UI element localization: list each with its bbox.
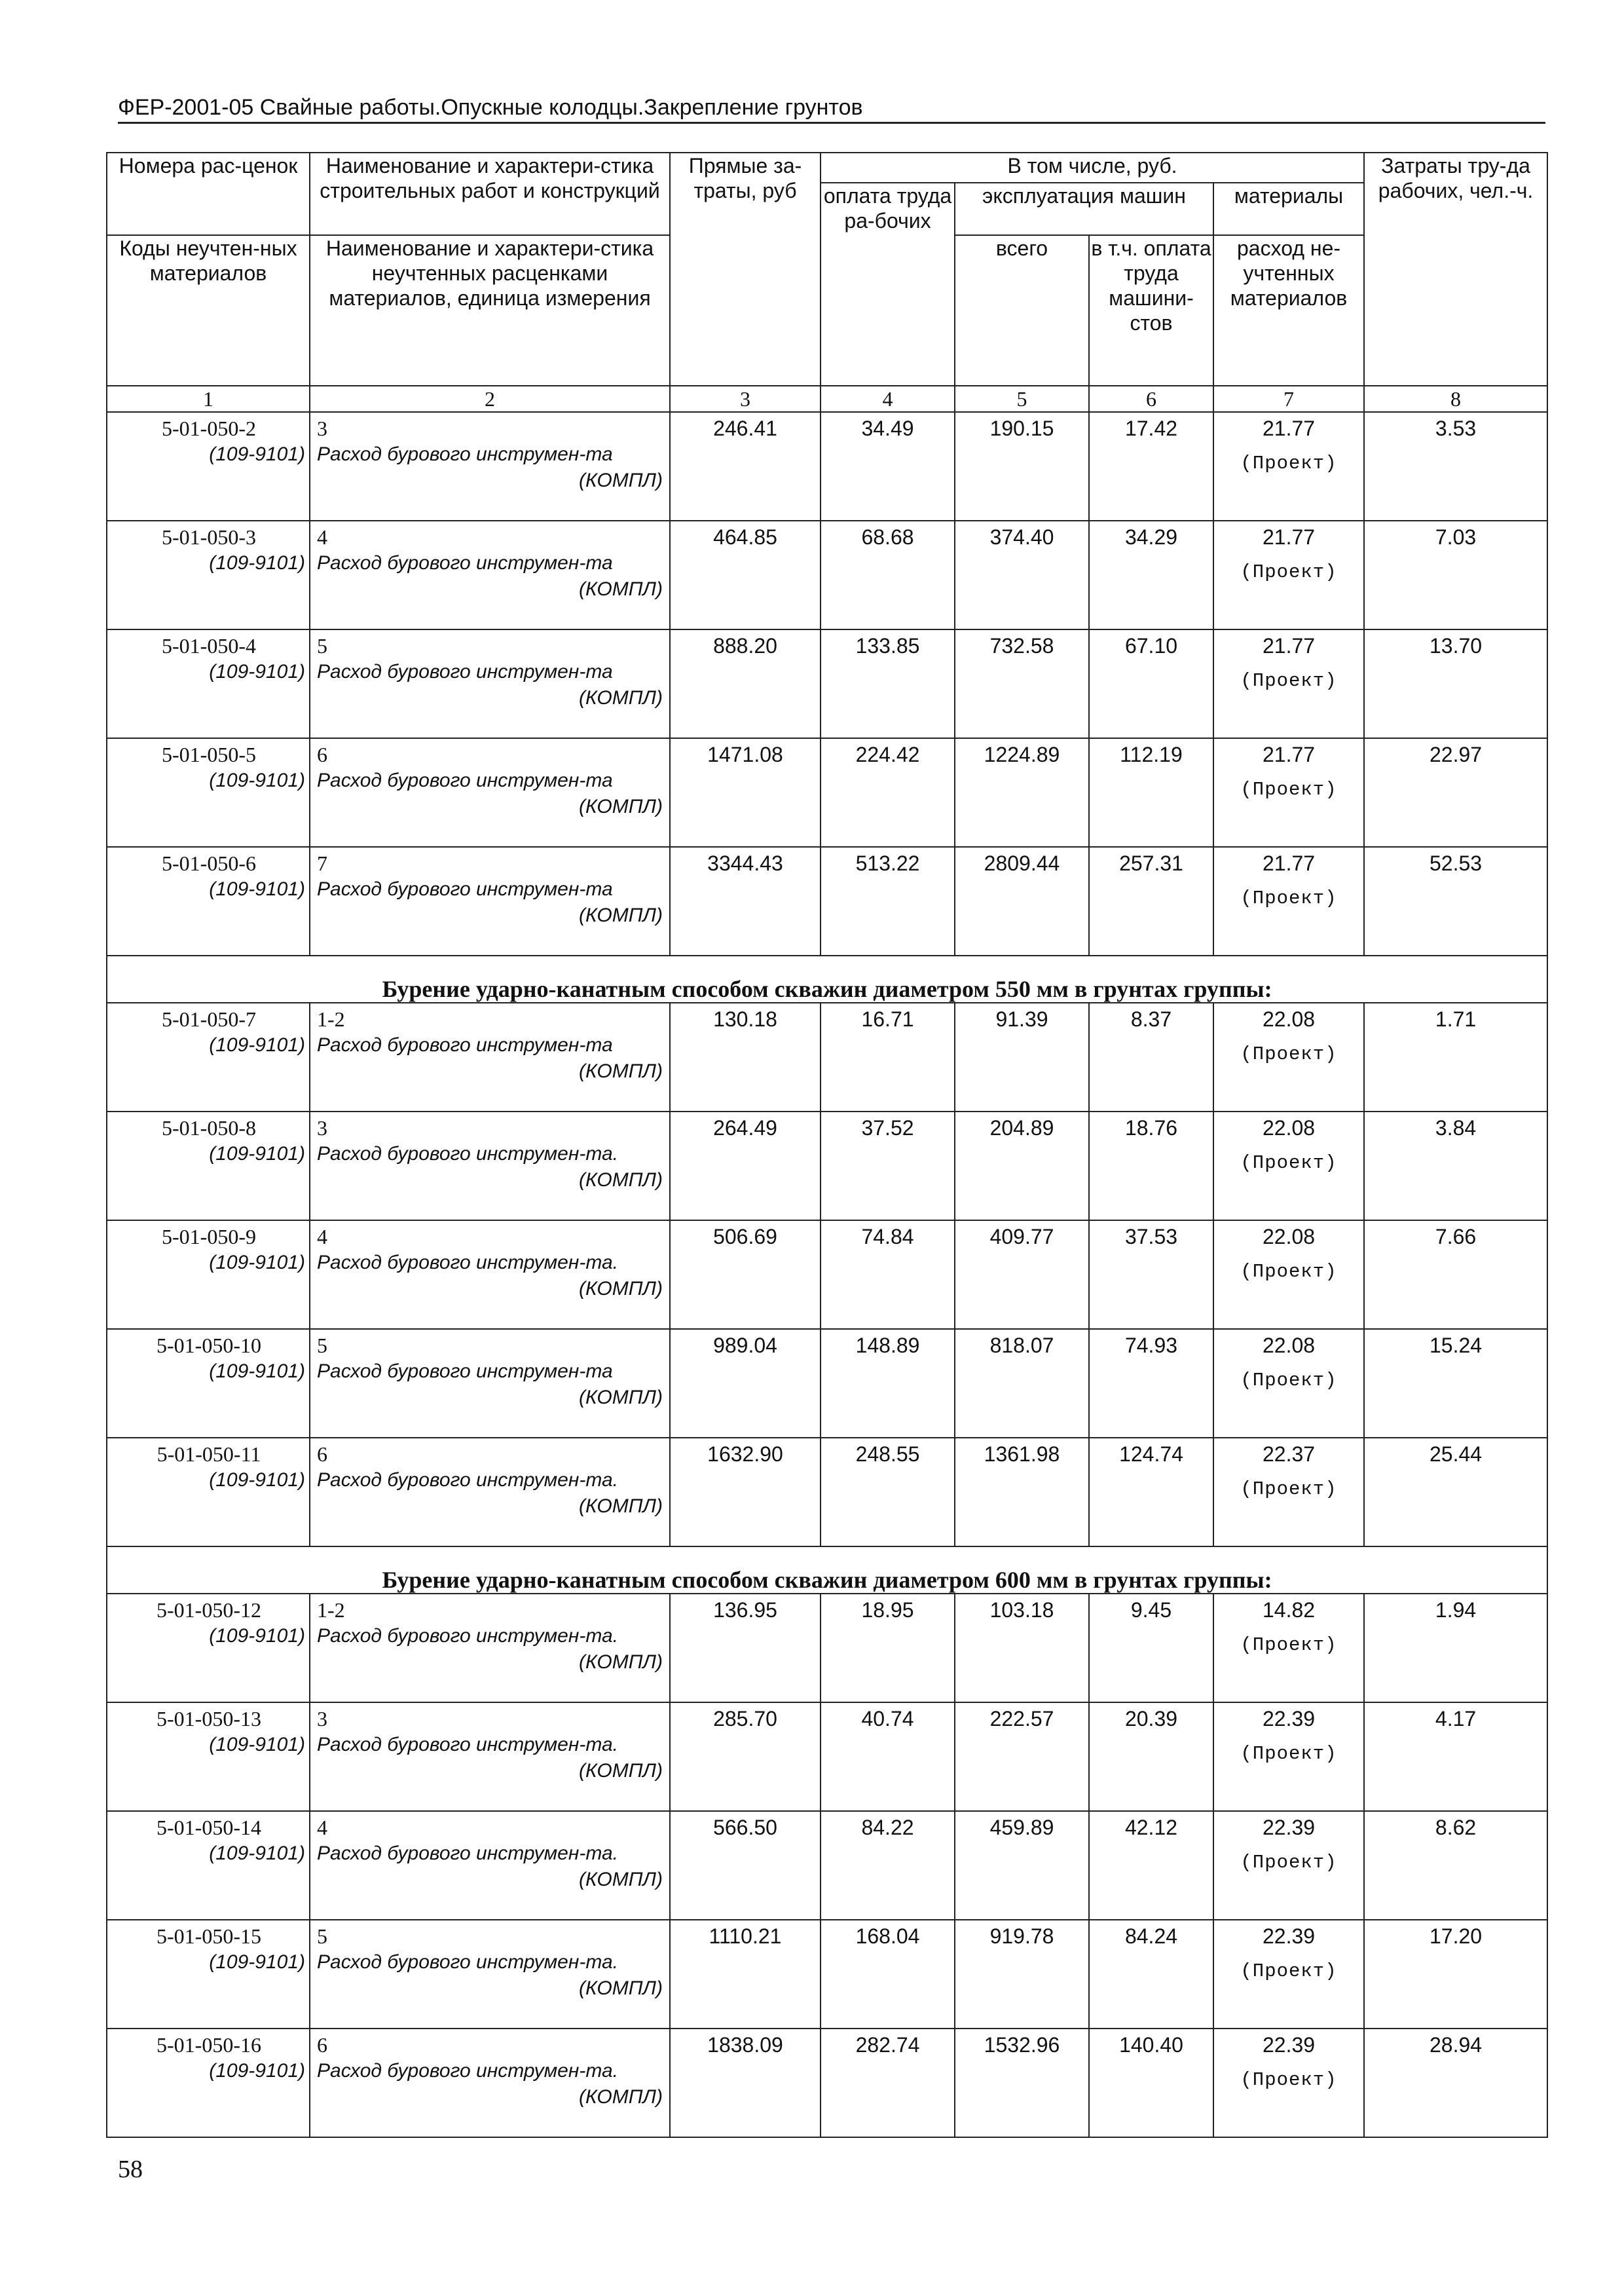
- worker-pay: 224.42: [821, 738, 955, 847]
- material-unit: (КОМПЛ): [579, 470, 663, 491]
- material-consumption: 22.39: [1262, 1924, 1316, 1948]
- rate-code: 5-01-050-9: [162, 1225, 256, 1248]
- worker-pay: 84.22: [821, 1811, 955, 1920]
- soil-group: 1-2: [317, 1007, 345, 1031]
- labor-hours: 28.94: [1364, 2029, 1547, 2137]
- rate-code-cell: [107, 1329, 310, 1438]
- material-note: (Проект): [1240, 1743, 1337, 1765]
- machinist-pay: 124.74: [1089, 1438, 1213, 1546]
- soil-group: 5: [317, 1924, 327, 1948]
- material-note: (Проект): [1240, 888, 1337, 909]
- material-code: (109-9101): [209, 2060, 305, 2082]
- machinist-pay: 37.53: [1089, 1220, 1213, 1329]
- materials-cell: [1213, 1220, 1364, 1329]
- machinist-pay: 34.29: [1089, 521, 1213, 629]
- material-unit: (КОМПЛ): [579, 796, 663, 817]
- machinist-pay: 84.24: [1089, 1920, 1213, 2029]
- header-row-1: [107, 153, 1547, 183]
- worker-pay: 37.52: [821, 1112, 955, 1220]
- machine-total: 374.40: [955, 521, 1089, 629]
- rate-code-cell: [107, 629, 310, 738]
- materials-cell: [1213, 521, 1364, 629]
- material-consumption: 22.08: [1262, 1225, 1316, 1248]
- description-cell: [310, 521, 670, 629]
- material-description: Расход бурового инструмен-та: [317, 661, 613, 683]
- machine-total: 818.07: [955, 1329, 1089, 1438]
- materials-cell: [1213, 412, 1364, 521]
- rate-code: 5-01-050-13: [157, 1707, 261, 1730]
- material-code: (109-9101): [209, 552, 305, 574]
- material-code: (109-9101): [209, 1143, 305, 1165]
- soil-group: 6: [317, 1442, 327, 1466]
- machine-total: 103.18: [955, 1594, 1089, 1702]
- soil-group: 5: [317, 1334, 327, 1357]
- rate-code-cell: [107, 1594, 310, 1702]
- labor-hours: 22.97: [1364, 738, 1547, 847]
- machine-total: 459.89: [955, 1811, 1089, 1920]
- material-unit: (КОМПЛ): [579, 1495, 663, 1517]
- description-cell: [310, 847, 670, 956]
- rate-code: 5-01-050-10: [157, 1334, 261, 1357]
- description-cell: [310, 1438, 670, 1546]
- column-number: 2: [310, 386, 670, 412]
- header-direct-costs: Прямые за-траты, руб: [670, 153, 821, 386]
- material-consumption: 22.08: [1262, 1007, 1316, 1031]
- material-description: Расход бурового инструмен-та: [317, 552, 613, 574]
- rate-code: 5-01-050-14: [157, 1816, 261, 1839]
- material-code: (109-9101): [209, 1034, 305, 1056]
- group-heading-row: [107, 956, 1547, 1003]
- materials-cell: [1213, 1329, 1364, 1438]
- material-code: (109-9101): [209, 1625, 305, 1647]
- soil-group: 3: [317, 417, 327, 440]
- material-unit: (КОМПЛ): [579, 905, 663, 926]
- labor-hours: 3.84: [1364, 1112, 1547, 1220]
- direct-costs: 464.85: [670, 521, 821, 629]
- labor-hours: 7.66: [1364, 1220, 1547, 1329]
- materials-cell: [1213, 847, 1364, 956]
- direct-costs: 506.69: [670, 1220, 821, 1329]
- material-unit: (КОМПЛ): [579, 2086, 663, 2108]
- material-description: Расход бурового инструмен-та.: [317, 1469, 619, 1491]
- table-row: [107, 1003, 1547, 1112]
- description-cell: [310, 1920, 670, 2029]
- header-material-codes: Коды неучтен-ных материалов: [107, 235, 310, 386]
- material-description: Расход бурового инструмен-та.: [317, 1951, 619, 1973]
- column-number: 4: [821, 386, 955, 412]
- materials-cell: [1213, 2029, 1364, 2137]
- machinist-pay: 20.39: [1089, 1702, 1213, 1811]
- header-rate-numbers: Номера рас-ценок: [107, 153, 310, 235]
- material-description: Расход бурового инструмен-та: [317, 443, 613, 465]
- worker-pay: 18.95: [821, 1594, 955, 1702]
- material-code: (109-9101): [209, 770, 305, 791]
- material-code: (109-9101): [209, 1951, 305, 1973]
- direct-costs: 264.49: [670, 1112, 821, 1220]
- machine-total: 1532.96: [955, 2029, 1089, 2137]
- header-machinist-pay: в т.ч. оплата труда машини-стов: [1089, 235, 1213, 386]
- material-description: Расход бурового инструмен-та.: [317, 1252, 619, 1273]
- labor-hours: 15.24: [1364, 1329, 1547, 1438]
- material-consumption: 21.77: [1262, 634, 1316, 658]
- table-row: [107, 2029, 1547, 2137]
- machinist-pay: 112.19: [1089, 738, 1213, 847]
- machinist-pay: 67.10: [1089, 629, 1213, 738]
- table-row: [107, 1220, 1547, 1329]
- material-consumption: 21.77: [1262, 525, 1316, 549]
- material-description: Расход бурового инструмен-та.: [317, 2060, 619, 2082]
- material-consumption: 22.37: [1262, 1442, 1316, 1466]
- rate-code-cell: [107, 1702, 310, 1811]
- page-header: ФЕР-2001-05 Свайные работы.Опускные колодцы.Закрепление грунтов: [118, 93, 1545, 124]
- material-code: (109-9101): [209, 443, 305, 465]
- rate-code-cell: [107, 521, 310, 629]
- materials-cell: [1213, 738, 1364, 847]
- material-note: (Проект): [1240, 1370, 1337, 1391]
- column-number: 1: [107, 386, 310, 412]
- material-note: (Проект): [1240, 670, 1337, 692]
- soil-group: 3: [317, 1116, 327, 1140]
- rate-code-cell: [107, 738, 310, 847]
- material-note: (Проект): [1240, 2069, 1337, 2091]
- table-row: [107, 738, 1547, 847]
- material-note: (Проект): [1240, 779, 1337, 800]
- rate-code-cell: [107, 1811, 310, 1920]
- machine-total: 409.77: [955, 1220, 1089, 1329]
- material-code: (109-9101): [209, 1469, 305, 1491]
- column-number: 7: [1213, 386, 1364, 412]
- material-unit: (КОМПЛ): [579, 687, 663, 709]
- machine-total: 222.57: [955, 1702, 1089, 1811]
- table-row: [107, 847, 1547, 956]
- table-row: [107, 1811, 1547, 1920]
- material-code: (109-9101): [209, 1252, 305, 1273]
- worker-pay: 282.74: [821, 2029, 955, 2137]
- soil-group: 3: [317, 1707, 327, 1730]
- material-code: (109-9101): [209, 878, 305, 900]
- material-consumption: 21.77: [1262, 851, 1316, 875]
- header-machine-operation: эксплуатация машин: [955, 183, 1213, 235]
- header-labor-hours: Затраты тру-да рабочих, чел.-ч.: [1364, 153, 1547, 386]
- worker-pay: 34.49: [821, 412, 955, 521]
- header-materials: материалы: [1213, 183, 1364, 235]
- rates-table: [106, 152, 1548, 2138]
- material-description: Расход бурового инструмен-та.: [317, 1842, 619, 1864]
- materials-cell: [1213, 1594, 1364, 1702]
- worker-pay: 513.22: [821, 847, 955, 956]
- worker-pay: 40.74: [821, 1702, 955, 1811]
- material-consumption: 21.77: [1262, 743, 1316, 766]
- machinist-pay: 140.40: [1089, 2029, 1213, 2137]
- worker-pay: 133.85: [821, 629, 955, 738]
- rate-code-cell: [107, 1112, 310, 1220]
- machinist-pay: 42.12: [1089, 1811, 1213, 1920]
- rate-code-cell: [107, 1920, 310, 2029]
- worker-pay: 68.68: [821, 521, 955, 629]
- rate-code-cell: [107, 412, 310, 521]
- column-numbers-row: [107, 386, 1547, 412]
- rate-code: 5-01-050-4: [162, 634, 256, 658]
- labor-hours: 4.17: [1364, 1702, 1547, 1811]
- rate-code: 5-01-050-12: [157, 1598, 261, 1622]
- direct-costs: 130.18: [670, 1003, 821, 1112]
- material-consumption: 22.39: [1262, 2033, 1316, 2057]
- rate-code-cell: [107, 1438, 310, 1546]
- materials-cell: [1213, 1920, 1364, 2029]
- material-unit: (КОМПЛ): [579, 1651, 663, 1673]
- table-row: [107, 521, 1547, 629]
- rate-code-cell: [107, 1003, 310, 1112]
- material-code: (109-9101): [209, 1360, 305, 1382]
- soil-group: 6: [317, 743, 327, 766]
- material-code: (109-9101): [209, 661, 305, 683]
- material-note: (Проект): [1240, 1261, 1337, 1282]
- machine-total: 2809.44: [955, 847, 1089, 956]
- material-unit: (КОМПЛ): [579, 578, 663, 600]
- material-note: (Проект): [1240, 453, 1337, 474]
- header-material-name: Наименование и характери-стика неучтенных расценками материалов, единица измерения: [310, 235, 670, 386]
- materials-cell: [1213, 1702, 1364, 1811]
- labor-hours: 3.53: [1364, 412, 1547, 521]
- labor-hours: 7.03: [1364, 521, 1547, 629]
- machinist-pay: 8.37: [1089, 1003, 1213, 1112]
- rate-code-cell: [107, 847, 310, 956]
- rate-code: 5-01-050-8: [162, 1116, 256, 1140]
- soil-group: 4: [317, 525, 327, 549]
- worker-pay: 168.04: [821, 1920, 955, 2029]
- soil-group: 7: [317, 851, 327, 875]
- description-cell: [310, 1220, 670, 1329]
- worker-pay: 148.89: [821, 1329, 955, 1438]
- material-consumption: 22.39: [1262, 1707, 1316, 1730]
- description-cell: [310, 1329, 670, 1438]
- labor-hours: 1.94: [1364, 1594, 1547, 1702]
- material-note: (Проект): [1240, 1852, 1337, 1873]
- material-description: Расход бурового инструмен-та: [317, 770, 613, 791]
- labor-hours: 8.62: [1364, 1811, 1547, 1920]
- rate-code: 5-01-050-16: [157, 2033, 261, 2057]
- material-consumption: 14.82: [1262, 1598, 1316, 1622]
- table-row: [107, 629, 1547, 738]
- table-row: [107, 1702, 1547, 1811]
- material-unit: (КОМПЛ): [579, 1760, 663, 1782]
- materials-cell: [1213, 1811, 1364, 1920]
- material-note: (Проект): [1240, 561, 1337, 583]
- material-unit: (КОМПЛ): [579, 1278, 663, 1300]
- material-note: (Проект): [1240, 1152, 1337, 1174]
- materials-cell: [1213, 1438, 1364, 1546]
- rate-code: 5-01-050-2: [162, 417, 256, 440]
- direct-costs: 136.95: [670, 1594, 821, 1702]
- material-unit: (КОМПЛ): [579, 1387, 663, 1408]
- soil-group: 4: [317, 1225, 327, 1248]
- machine-total: 91.39: [955, 1003, 1089, 1112]
- machine-total: 1224.89: [955, 738, 1089, 847]
- worker-pay: 74.84: [821, 1220, 955, 1329]
- direct-costs: 3344.43: [670, 847, 821, 956]
- labor-hours: 52.53: [1364, 847, 1547, 956]
- labor-hours: 25.44: [1364, 1438, 1547, 1546]
- column-number: 5: [955, 386, 1089, 412]
- material-description: Расход бурового инструмен-та.: [317, 1625, 619, 1647]
- material-note: (Проект): [1240, 1634, 1337, 1656]
- direct-costs: 246.41: [670, 412, 821, 521]
- worker-pay: 16.71: [821, 1003, 955, 1112]
- description-cell: [310, 1003, 670, 1112]
- rate-code: 5-01-050-11: [157, 1442, 261, 1466]
- labor-hours: 17.20: [1364, 1920, 1547, 2029]
- rate-code-cell: [107, 2029, 310, 2137]
- direct-costs: 888.20: [670, 629, 821, 738]
- table-row: [107, 1438, 1547, 1546]
- machine-total: 1361.98: [955, 1438, 1089, 1546]
- materials-cell: [1213, 1003, 1364, 1112]
- direct-costs: 1838.09: [670, 2029, 821, 2137]
- header-work-name: Наименование и характери-стика строительных работ и конструкций: [310, 153, 670, 235]
- machine-total: 919.78: [955, 1920, 1089, 2029]
- rate-code-cell: [107, 1220, 310, 1329]
- material-consumption: 21.77: [1262, 417, 1316, 440]
- description-cell: [310, 1594, 670, 1702]
- materials-cell: [1213, 629, 1364, 738]
- material-description: Расход бурового инструмен-та.: [317, 1143, 619, 1165]
- rate-code: 5-01-050-7: [162, 1007, 256, 1031]
- material-note: (Проект): [1240, 1960, 1337, 1982]
- header-machine-total: всего: [955, 235, 1089, 386]
- direct-costs: 566.50: [670, 1811, 821, 1920]
- table-row: [107, 1329, 1547, 1438]
- machinist-pay: 9.45: [1089, 1594, 1213, 1702]
- material-unit: (КОМПЛ): [579, 1060, 663, 1082]
- direct-costs: 989.04: [670, 1329, 821, 1438]
- page-number: 58: [118, 2156, 143, 2183]
- soil-group: 5: [317, 634, 327, 658]
- material-description: Расход бурового инструмен-та: [317, 878, 613, 900]
- rate-code: 5-01-050-3: [162, 525, 256, 549]
- material-unit: (КОМПЛ): [579, 1869, 663, 1890]
- labor-hours: 13.70: [1364, 629, 1547, 738]
- soil-group: 4: [317, 1816, 327, 1839]
- rate-code: 5-01-050-6: [162, 851, 256, 875]
- group-heading-row: [107, 1546, 1547, 1594]
- material-description: Расход бурового инструмен-та: [317, 1360, 613, 1382]
- machinist-pay: 74.93: [1089, 1329, 1213, 1438]
- rate-code: 5-01-050-15: [157, 1924, 261, 1948]
- material-consumption: 22.08: [1262, 1334, 1316, 1357]
- material-description: Расход бурового инструмен-та: [317, 1034, 613, 1056]
- machine-total: 190.15: [955, 412, 1089, 521]
- description-cell: [310, 412, 670, 521]
- table-row: [107, 412, 1547, 521]
- direct-costs: 1471.08: [670, 738, 821, 847]
- table-row: [107, 1112, 1547, 1220]
- material-code: (109-9101): [209, 1842, 305, 1864]
- direct-costs: 285.70: [670, 1702, 821, 1811]
- description-cell: [310, 1112, 670, 1220]
- description-cell: [310, 738, 670, 847]
- material-consumption: 22.08: [1262, 1116, 1316, 1140]
- table-row: [107, 1920, 1547, 2029]
- material-note: (Проект): [1240, 1478, 1337, 1500]
- material-description: Расход бурового инструмен-та.: [317, 1734, 619, 1755]
- group-heading: Бурение ударно-канатным способом скважин диаметром 550 мм в грунтах группы:: [107, 956, 1547, 1003]
- description-cell: [310, 2029, 670, 2137]
- machine-total: 732.58: [955, 629, 1089, 738]
- material-consumption: 22.39: [1262, 1816, 1316, 1839]
- column-number: 3: [670, 386, 821, 412]
- materials-cell: [1213, 1112, 1364, 1220]
- header-unaccounted-materials: расход не-учтенных материалов: [1213, 235, 1364, 386]
- material-code: (109-9101): [209, 1734, 305, 1755]
- machine-total: 204.89: [955, 1112, 1089, 1220]
- column-number: 8: [1364, 386, 1547, 412]
- description-cell: [310, 629, 670, 738]
- direct-costs: 1110.21: [670, 1920, 821, 2029]
- machinist-pay: 257.31: [1089, 847, 1213, 956]
- machinist-pay: 17.42: [1089, 412, 1213, 521]
- machinist-pay: 18.76: [1089, 1112, 1213, 1220]
- labor-hours: 1.71: [1364, 1003, 1547, 1112]
- rate-code: 5-01-050-5: [162, 743, 256, 766]
- description-cell: [310, 1811, 670, 1920]
- table-row: [107, 1594, 1547, 1702]
- group-heading: Бурение ударно-канатным способом скважин диаметром 600 мм в грунтах группы:: [107, 1546, 1547, 1594]
- soil-group: 6: [317, 2033, 327, 2057]
- material-unit: (КОМПЛ): [579, 1169, 663, 1191]
- header-worker-pay: оплата труда ра-бочих: [821, 183, 955, 386]
- description-cell: [310, 1702, 670, 1811]
- material-note: (Проект): [1240, 1043, 1337, 1065]
- soil-group: 1-2: [317, 1598, 345, 1622]
- worker-pay: 248.55: [821, 1438, 955, 1546]
- material-unit: (КОМПЛ): [579, 1977, 663, 1999]
- direct-costs: 1632.90: [670, 1438, 821, 1546]
- column-number: 6: [1089, 386, 1213, 412]
- header-in-total: В том числе, руб.: [821, 153, 1364, 183]
